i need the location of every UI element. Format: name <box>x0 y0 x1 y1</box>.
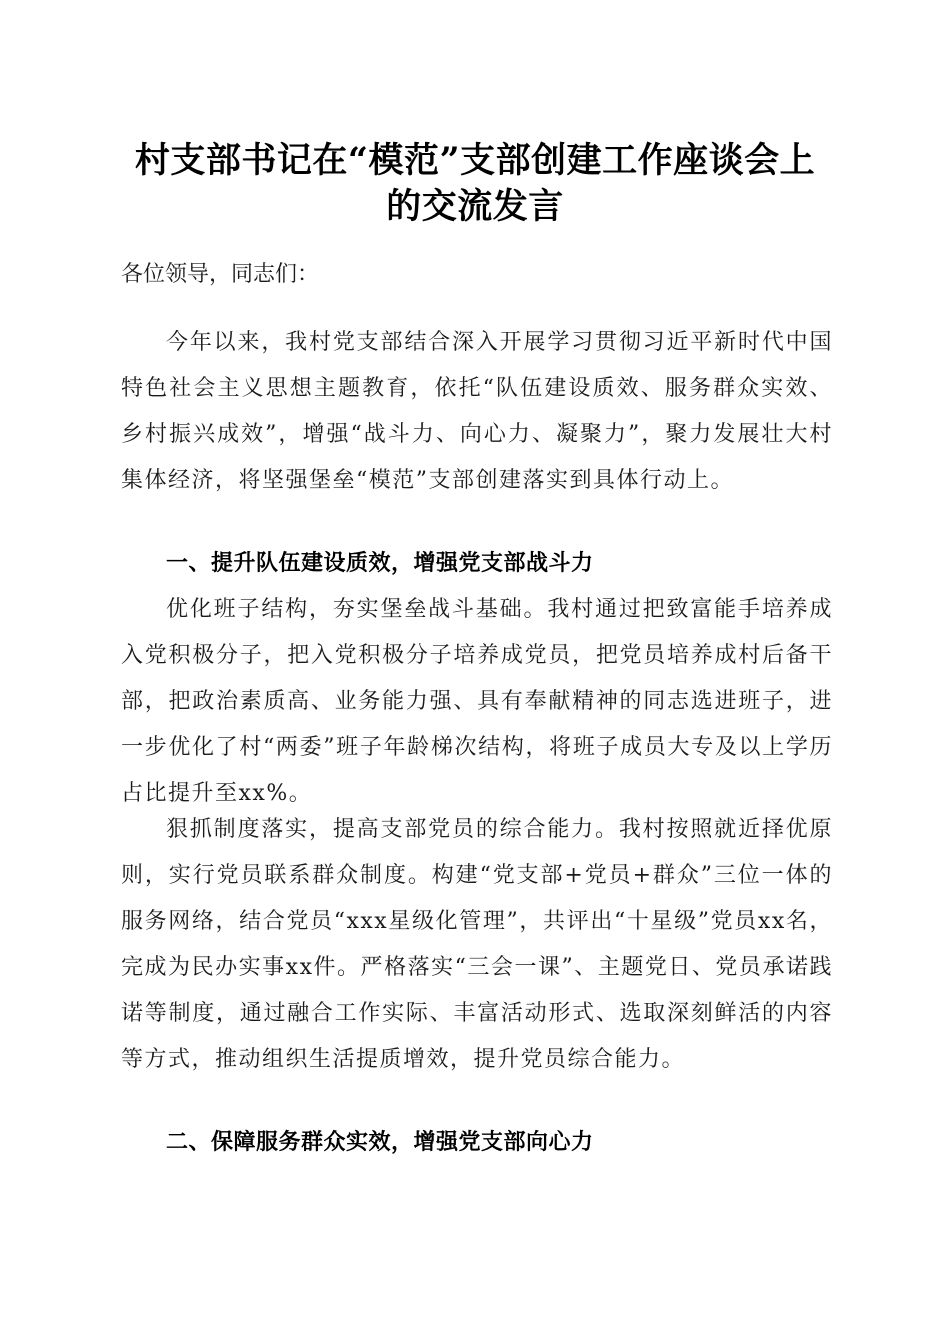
paragraph-system-implementation-text: 狠抓制度落实，提高支部党员的综合能力。我村按照就近择优原则，实行党员联系群众制度。构建“党支部+党员+群众”三位一体的服务网络，结合党员“xxx星级化管理”，共评出“十星级”党员xx名，完成为民办实事xx件。严格落实“三会一课”、主题党日、党员承诺践诺等制度，通过融合工作实际、丰富活动形式、选取深刻鲜活的内容等方式，推动组织生活提质增效，提升党员综合能力。 <box>121 817 833 1072</box>
paragraph-intro <box>121 320 833 504</box>
section-heading-1: 一、提升队伍建设质效，增强党支部战斗力 <box>166 551 594 576</box>
document-title-line-1: 村支部书记在“模范”支部创建工作座谈会上 <box>134 140 816 181</box>
paragraph-system-implementation <box>121 807 833 1083</box>
greeting: 各位领导，同志们： <box>121 262 320 287</box>
document-title-line-2: 的交流发言 <box>386 186 564 227</box>
section-heading-2: 二、保障服务群众实效，增强党支部向心力 <box>166 1130 594 1155</box>
paragraph-team-structure-text: 优化班子结构，夯实堡垒战斗基础。我村通过把致富能手培养成入党积极分子，把入党积极分子培养成党员，把党员培养成村后备干部，把政治素质高、业务能力强、具有奉献精神的同志选进班子，进一步优化了村“两委”班子年龄梯次结构，将班子成员大专及以上学历占比提升至xx%。 <box>121 597 833 806</box>
paragraph-intro-text: 今年以来，我村党支部结合深入开展学习贯彻习近平新时代中国特色社会主义思想主题教育，依托“队伍建设质效、服务群众实效、乡村振兴成效”，增强“战斗力、向心力、凝聚力”，聚力发展壮大村集体经济，将坚强堡垒“模范”支部创建落实到具体行动上。 <box>121 330 833 493</box>
paragraph-team-structure <box>121 587 833 817</box>
